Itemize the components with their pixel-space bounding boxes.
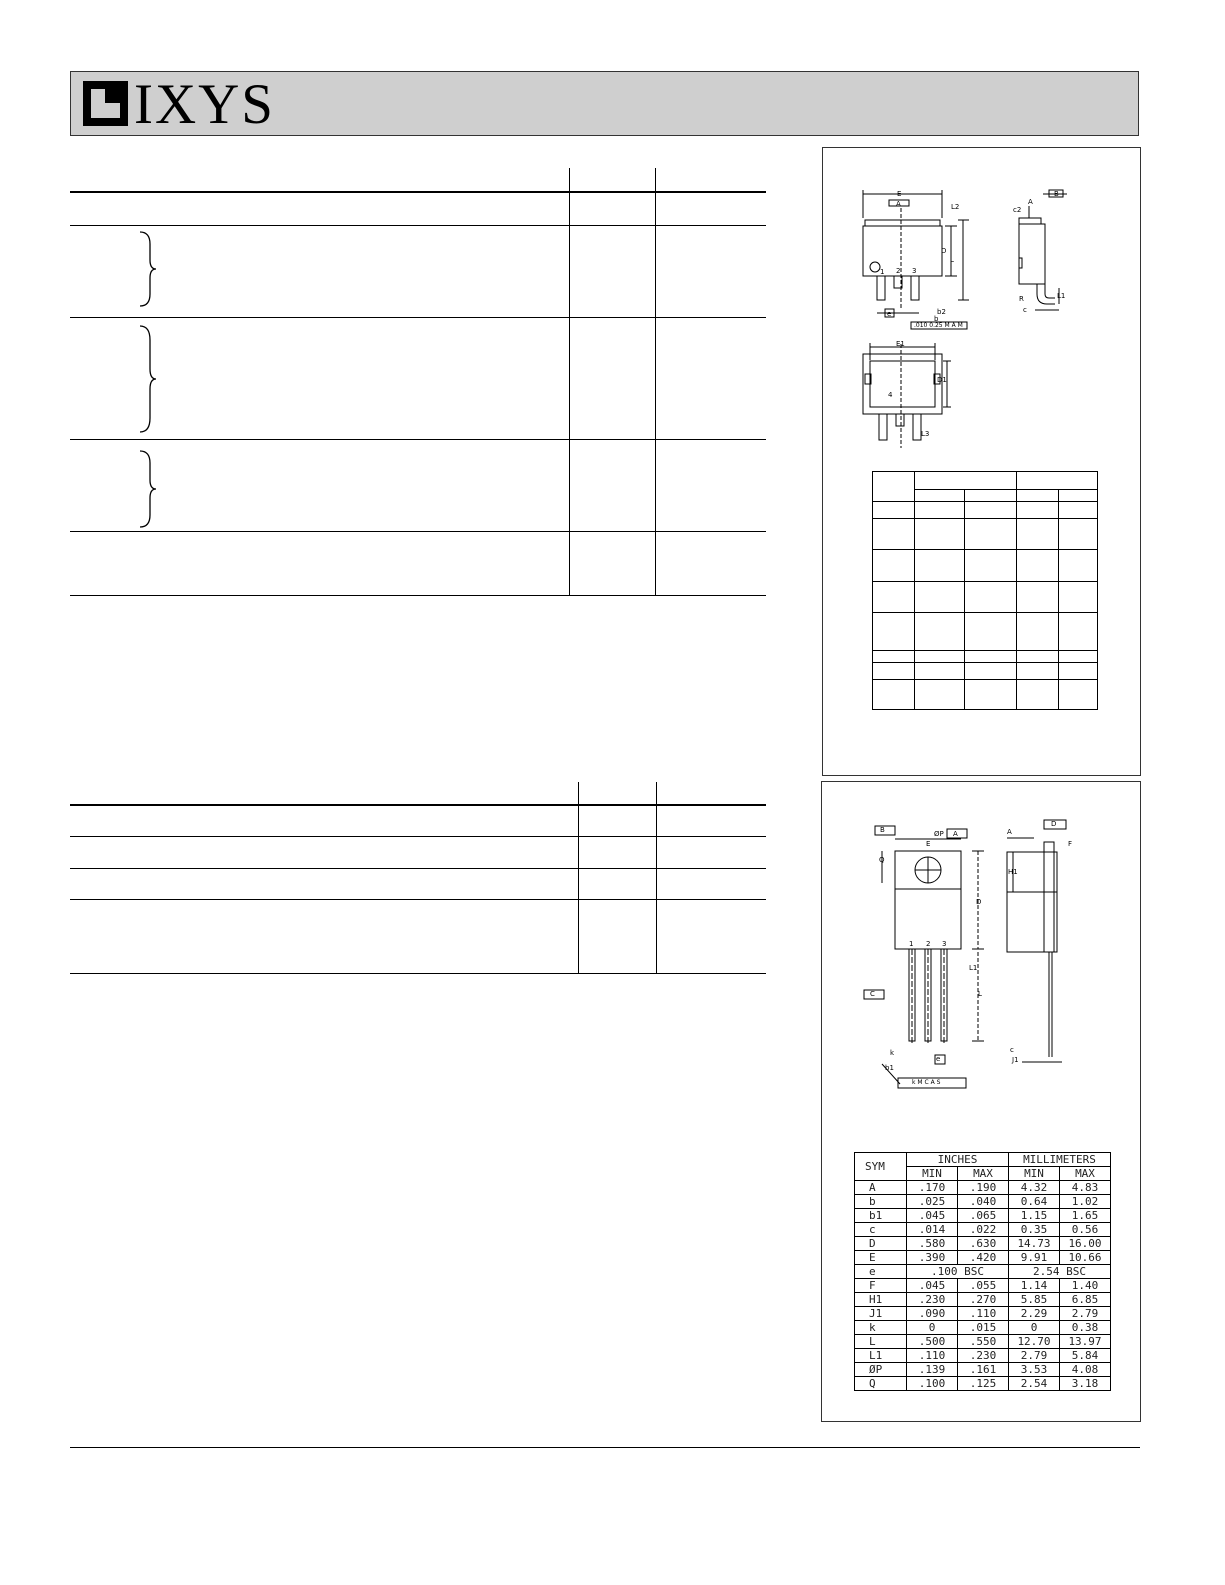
- to220-label-E: E: [926, 840, 931, 848]
- to220-label-b1: b1: [885, 1064, 894, 1072]
- table-row: b .025 .040 0.64 1.02: [855, 1195, 1111, 1209]
- table1-row-rule: [70, 531, 766, 532]
- to220-label-D: D: [976, 898, 982, 906]
- table1-row-rule: [70, 439, 766, 440]
- table2-row-rule: [70, 836, 766, 837]
- d2pak-label-L2: L2: [951, 203, 960, 211]
- table-row: b1 .045 .065 1.15 1.65: [855, 1209, 1111, 1223]
- d2pak-label-E: E: [897, 190, 902, 198]
- brace-group-3: [138, 449, 158, 529]
- d2pak-label-L: L: [950, 256, 954, 264]
- col-header-inches: INCHES: [907, 1153, 1009, 1167]
- d2pak-label-A: A: [1028, 198, 1033, 206]
- to220-label-A-ref: A: [953, 830, 958, 838]
- col-header-inch-max: MAX: [958, 1167, 1009, 1181]
- to220-label-tolerance: k M C A S: [912, 1079, 941, 1086]
- d2pak-label-R: R: [1019, 295, 1024, 303]
- to220-label-pin2: 2: [926, 940, 931, 948]
- table2-row-rule: [70, 868, 766, 869]
- table-row: E .390 .420 9.91 10.66: [855, 1251, 1111, 1265]
- to220-label-c: c: [1010, 1046, 1014, 1054]
- d2pak-label-L1: L1: [1057, 292, 1066, 300]
- to220-label-e: e: [936, 1055, 941, 1063]
- table2-bottom-rule: [70, 973, 766, 974]
- brand-name: IXYS: [134, 73, 276, 136]
- to220-label-L1: L1: [969, 964, 978, 972]
- d2pak-label-c2: c2: [1013, 206, 1022, 214]
- table-row: Q .100 .125 2.54 3.18: [855, 1377, 1111, 1391]
- to220-label-B: B: [880, 826, 885, 834]
- col-header-inch-min: MIN: [907, 1167, 958, 1181]
- to220-label-C-ref: C: [870, 990, 875, 998]
- d2pak-label-tab: 4: [888, 391, 893, 399]
- to220-label-Q: Q: [879, 856, 885, 864]
- d2pak-label-L3: L3: [921, 430, 930, 438]
- to220-label-P: ØP: [934, 830, 944, 838]
- table2-col-divider-1: [578, 782, 579, 974]
- to220-label-J1: J1: [1012, 1056, 1019, 1064]
- to220-label-pin3: 3: [942, 940, 947, 948]
- table-row: F .045 .055 1.14 1.40: [855, 1279, 1111, 1293]
- table2-header-rule: [70, 804, 766, 806]
- to220-label-D-ref: D: [1051, 820, 1057, 828]
- table-row: ØP .139 .161 3.53 4.08: [855, 1363, 1111, 1377]
- to220-outline-drawing: [822, 782, 1140, 1102]
- d2pak-label-A-ref: A: [896, 200, 901, 208]
- d2pak-label-pin1: 1: [880, 268, 885, 276]
- ixys-logo-icon: [83, 81, 128, 126]
- table2-col-divider-2: [656, 782, 657, 974]
- table-row: D .580 .630 14.73 16.00: [855, 1237, 1111, 1251]
- d2pak-label-b: b: [934, 315, 939, 323]
- to220-package-panel: [821, 781, 1141, 1422]
- d2pak-label-e: e: [887, 310, 892, 318]
- table-row: L1 .110 .230 2.79 5.84: [855, 1349, 1111, 1363]
- d2pak-label-c: c: [1023, 306, 1027, 314]
- to220-label-F: F: [1068, 840, 1073, 848]
- footer-rule: [70, 1447, 1140, 1448]
- d2pak-label-tolerance: .010 0.25 M A M: [914, 322, 963, 329]
- col-header-sym: SYM: [855, 1153, 907, 1181]
- table-row: e .100 BSC 2.54 BSC: [855, 1265, 1111, 1279]
- col-header-millimeters: MILLIMETERS: [1009, 1153, 1111, 1167]
- to220-label-k: k: [890, 1049, 895, 1057]
- d2pak-label-b2: b2: [937, 308, 946, 316]
- table-row: J1 .090 .110 2.29 2.79: [855, 1307, 1111, 1321]
- to220-label-pin1: 1: [909, 940, 914, 948]
- table1-row-rule: [70, 225, 766, 226]
- to220-dimension-table: [854, 1152, 1111, 1391]
- d2pak-label-B: B: [1054, 190, 1059, 198]
- d2pak-label-D1: D1: [937, 376, 947, 384]
- to220-label-L: L: [978, 990, 982, 998]
- brace-group-2: [138, 324, 158, 434]
- d2pak-label-pin2: 2: [896, 267, 901, 275]
- table-row: A .170 .190 4.32 4.83: [855, 1181, 1111, 1195]
- col-header-mm-min: MIN: [1009, 1167, 1060, 1181]
- d2pak-label-pin3: 3: [912, 267, 917, 275]
- table-row: c .014 .022 0.35 0.56: [855, 1223, 1111, 1237]
- brace-group-1: [138, 230, 158, 308]
- d2pak-package-panel: [822, 147, 1141, 776]
- to220-label-H1: H1: [1008, 868, 1018, 876]
- col-header-mm-max: MAX: [1060, 1167, 1111, 1181]
- table2-row-rule: [70, 899, 766, 900]
- d2pak-outline-drawing: [823, 148, 1139, 448]
- to220-label-A: A: [1007, 828, 1012, 836]
- table1-bottom-rule: [70, 595, 766, 596]
- table1-row-rule: [70, 317, 766, 318]
- table1-header-rule: [70, 191, 766, 193]
- table-row: L .500 .550 12.70 13.97: [855, 1335, 1111, 1349]
- d2pak-label-D: D: [941, 247, 947, 255]
- table-row: k 0 .015 0 0.38: [855, 1321, 1111, 1335]
- d2pak-label-E1: E1: [896, 340, 905, 348]
- table-row: H1 .230 .270 5.85 6.85: [855, 1293, 1111, 1307]
- d2pak-dimension-table: [872, 471, 1098, 710]
